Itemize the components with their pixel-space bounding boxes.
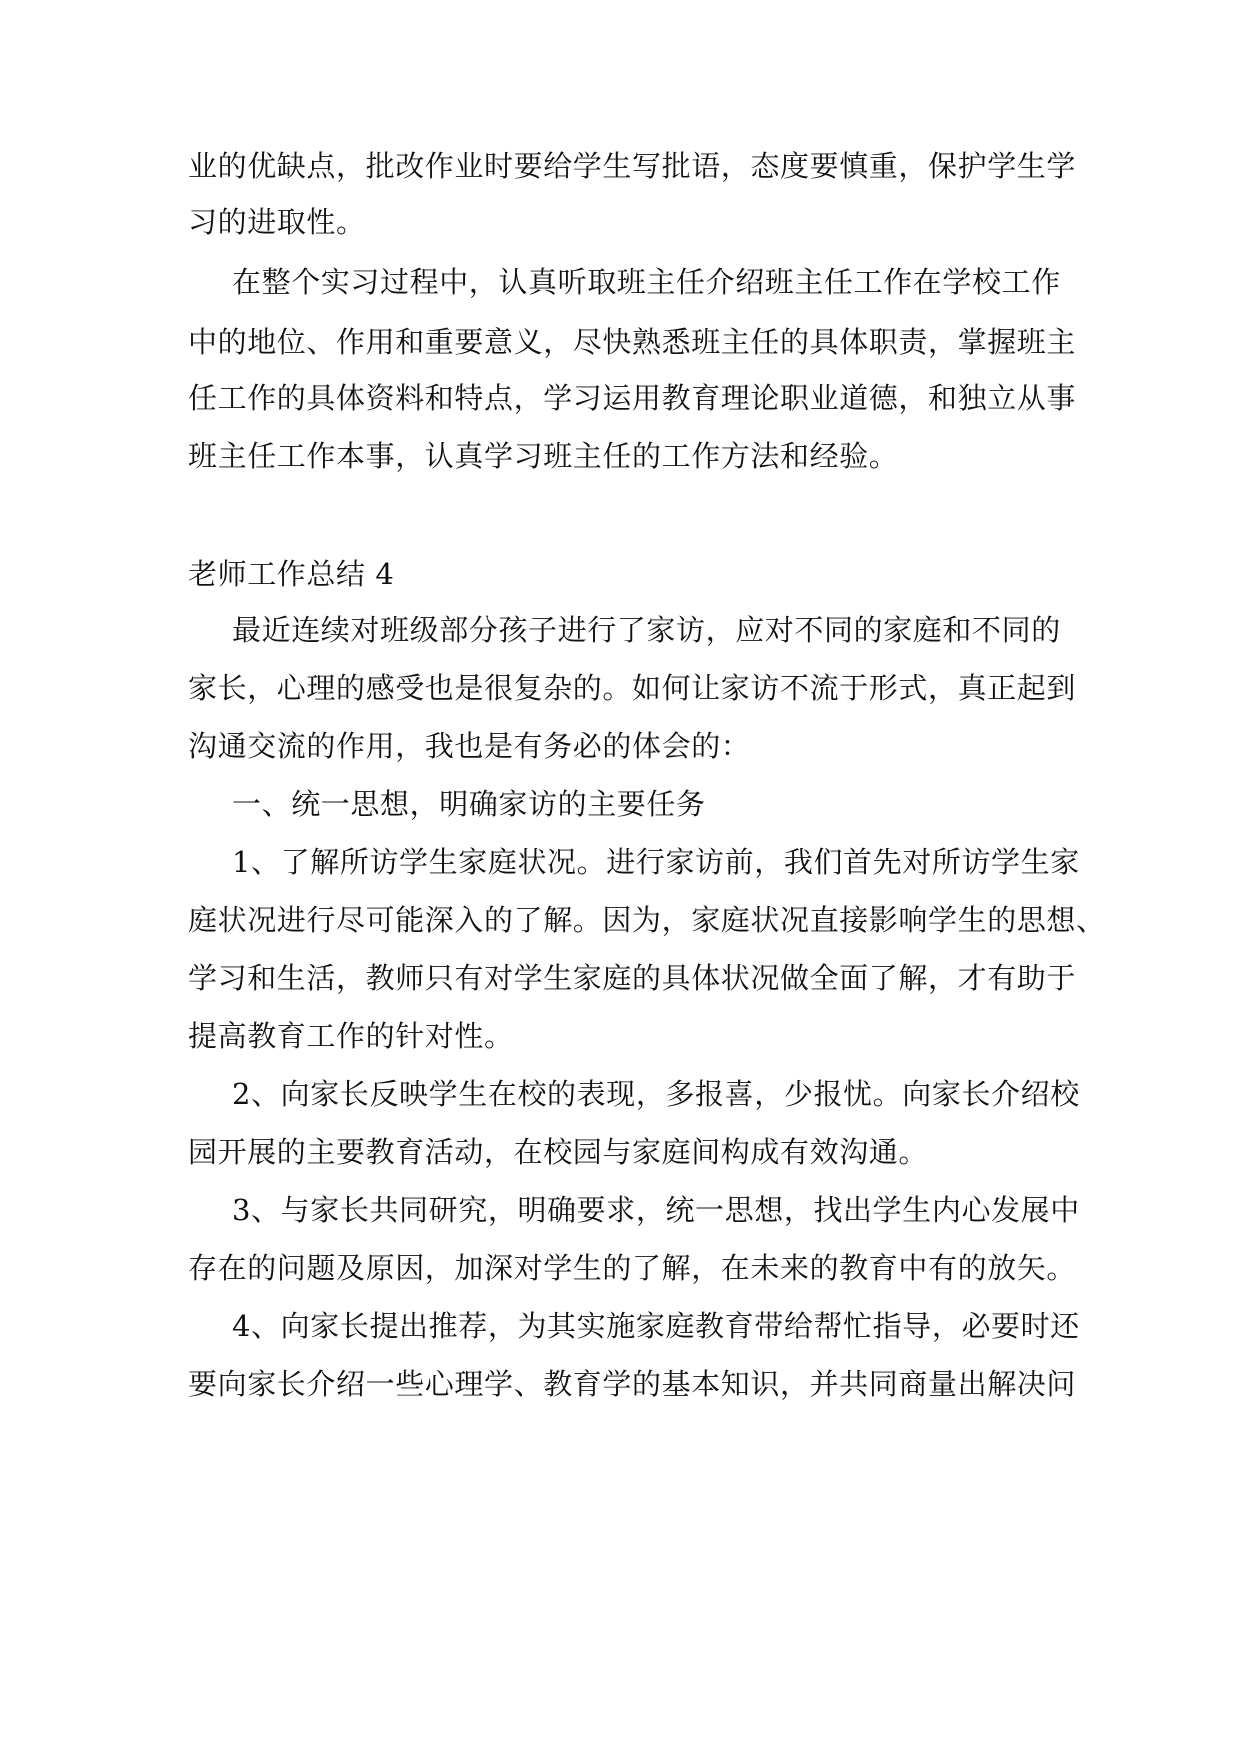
text-line: 庭状况进行尽可能深入的了解。因为，家庭状况直接影响学生的思想、 xyxy=(188,903,1106,937)
text-line: 沟通交流的作用，我也是有务必的体会的： xyxy=(188,729,751,763)
text-line: 业的优缺点，批改作业时要给学生写批语，态度要慎重，保护学生学 xyxy=(188,149,1077,183)
paragraph-line: 4、向家长提出推荐，为其实施家庭教育带给帮忙指导，必要时还 xyxy=(232,1309,1080,1343)
text-line: 任工作的具体资料和特点，学习运用教育理论职业道德，和独立从事 xyxy=(188,381,1077,415)
text-line: 要向家长介绍一些心理学、教育学的基本知识，并共同商量出解决问 xyxy=(188,1367,1077,1401)
subheading-line: 一、统一思想，明确家访的主要任务 xyxy=(232,787,706,821)
text-line: 存在的问题及原因，加深对学生的了解，在未来的教育中有的放矢。 xyxy=(188,1251,1077,1285)
paragraph-line: 1、了解所访学生家庭状况。进行家访前，我们首先对所访学生家 xyxy=(232,845,1080,879)
text-line: 园开展的主要教育活动，在校园与家庭间构成有效沟通。 xyxy=(188,1135,929,1169)
text-line: 家长，心理的感受也是很复杂的。如何让家访不流于形式，真正起到 xyxy=(188,671,1077,705)
text-line: 中的地位、作用和重要意义，尽快熟悉班主任的具体职责，掌握班主 xyxy=(188,325,1077,359)
text-line: 班主任工作本事，认真学习班主任的工作方法和经验。 xyxy=(188,439,899,473)
paragraph-line: 3、与家长共同研究，明确要求，统一思想，找出学生内心发展中 xyxy=(232,1193,1080,1227)
paragraph-line: 最近连续对班级部分孩子进行了家访，应对不同的家庭和不同的 xyxy=(232,613,1061,647)
paragraph-line: 在整个实习过程中，认真听取班主任介绍班主任工作在学校工作 xyxy=(232,265,1061,299)
paragraph-line: 2、向家长反映学生在校的表现，多报喜，少报忧。向家长介绍校 xyxy=(232,1077,1080,1111)
section-heading: 老师工作总结 4 xyxy=(188,557,395,591)
text-line: 提高教育工作的针对性。 xyxy=(188,1019,514,1053)
text-line: 习的进取性。 xyxy=(188,205,366,239)
text-line: 学习和生活，教师只有对学生家庭的具体状况做全面了解，才有助于 xyxy=(188,961,1077,995)
